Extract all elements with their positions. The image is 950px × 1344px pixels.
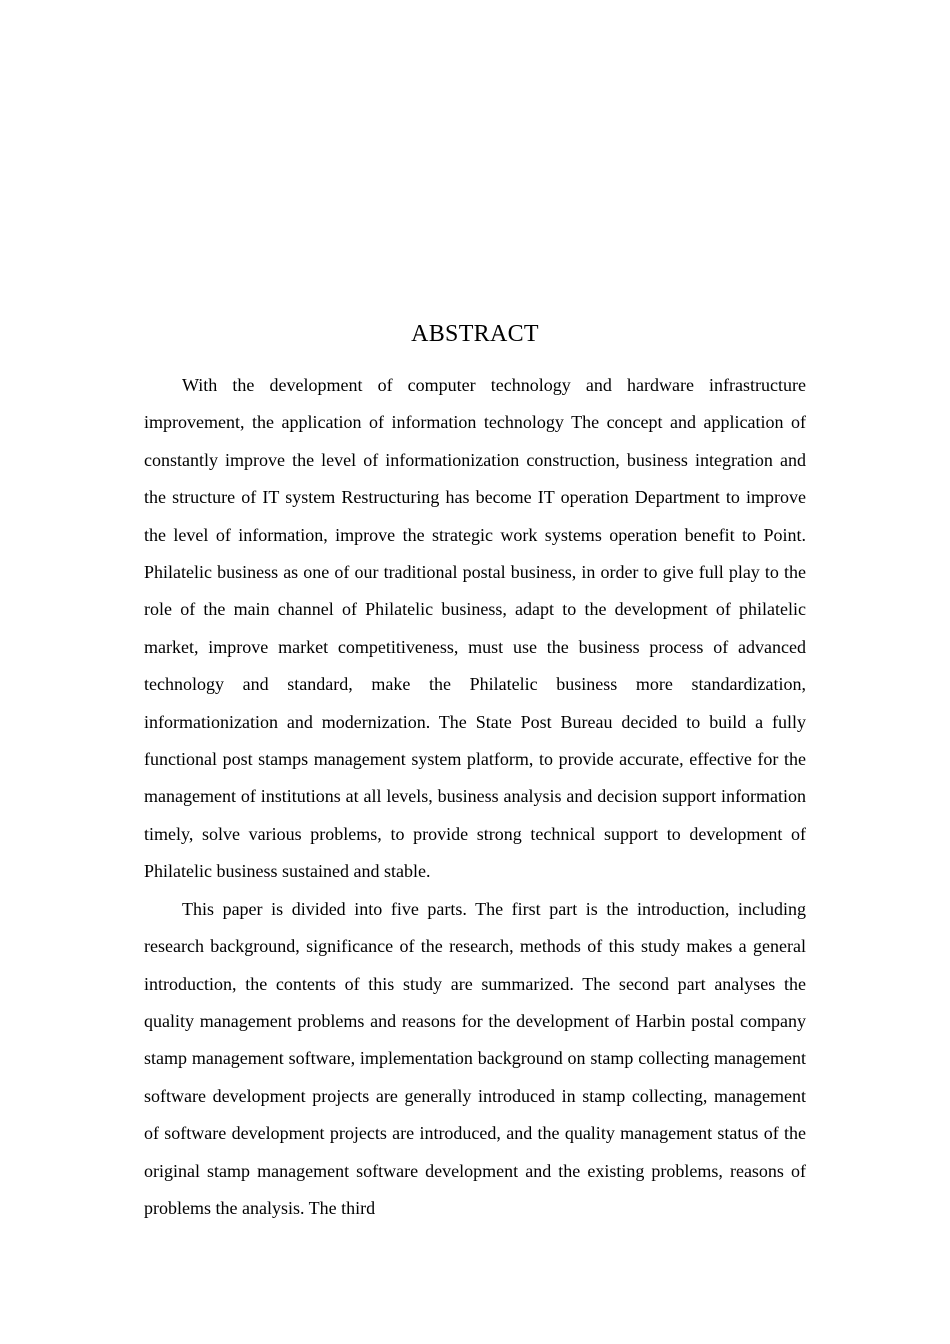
abstract-title: ABSTRACT (411, 321, 539, 347)
abstract-body (144, 367, 806, 1227)
abstract-paragraph-1: With the development of computer technology and hardware infrastructure improvement, the application of information technology The concept and application of constantly improve the level of informationization construction, business integration and the structure of IT system Restructuring has become IT operation Department to improve the level of information, improve the strategic work systems operation benefit to Point. Philatelic business as one of our traditional postal business, in order to give full play to the role of the main channel of Philatelic business, adapt to the development of philatelic market, improve market competitiveness, must use the business process of advanced technology and standard, make the Philatelic business more standardization, informationization and modernization. The State Post Bureau decided to build a fully functional post stamps management system platform, to provide accurate, effective for the management of institutions at all levels, business analysis and decision support information timely, solve various problems, to provide strong technical support to development of Philatelic business sustained and stable. (144, 375, 806, 882)
abstract-paragraph-2: This paper is divided into five parts. The first part is the introduction, including research background, significance of the research, methods of this study makes a general introduction, the contents of this study are summarized. The second part analyses the quality management problems and reasons for the development of Harbin postal company stamp management software, implementation background on stamp collecting management software development projects are generally introduced in stamp collecting, management of software development projects are introduced, and the quality management status of the original stamp management software development and the existing problems, reasons of problems the analysis. The third (144, 898, 806, 1218)
